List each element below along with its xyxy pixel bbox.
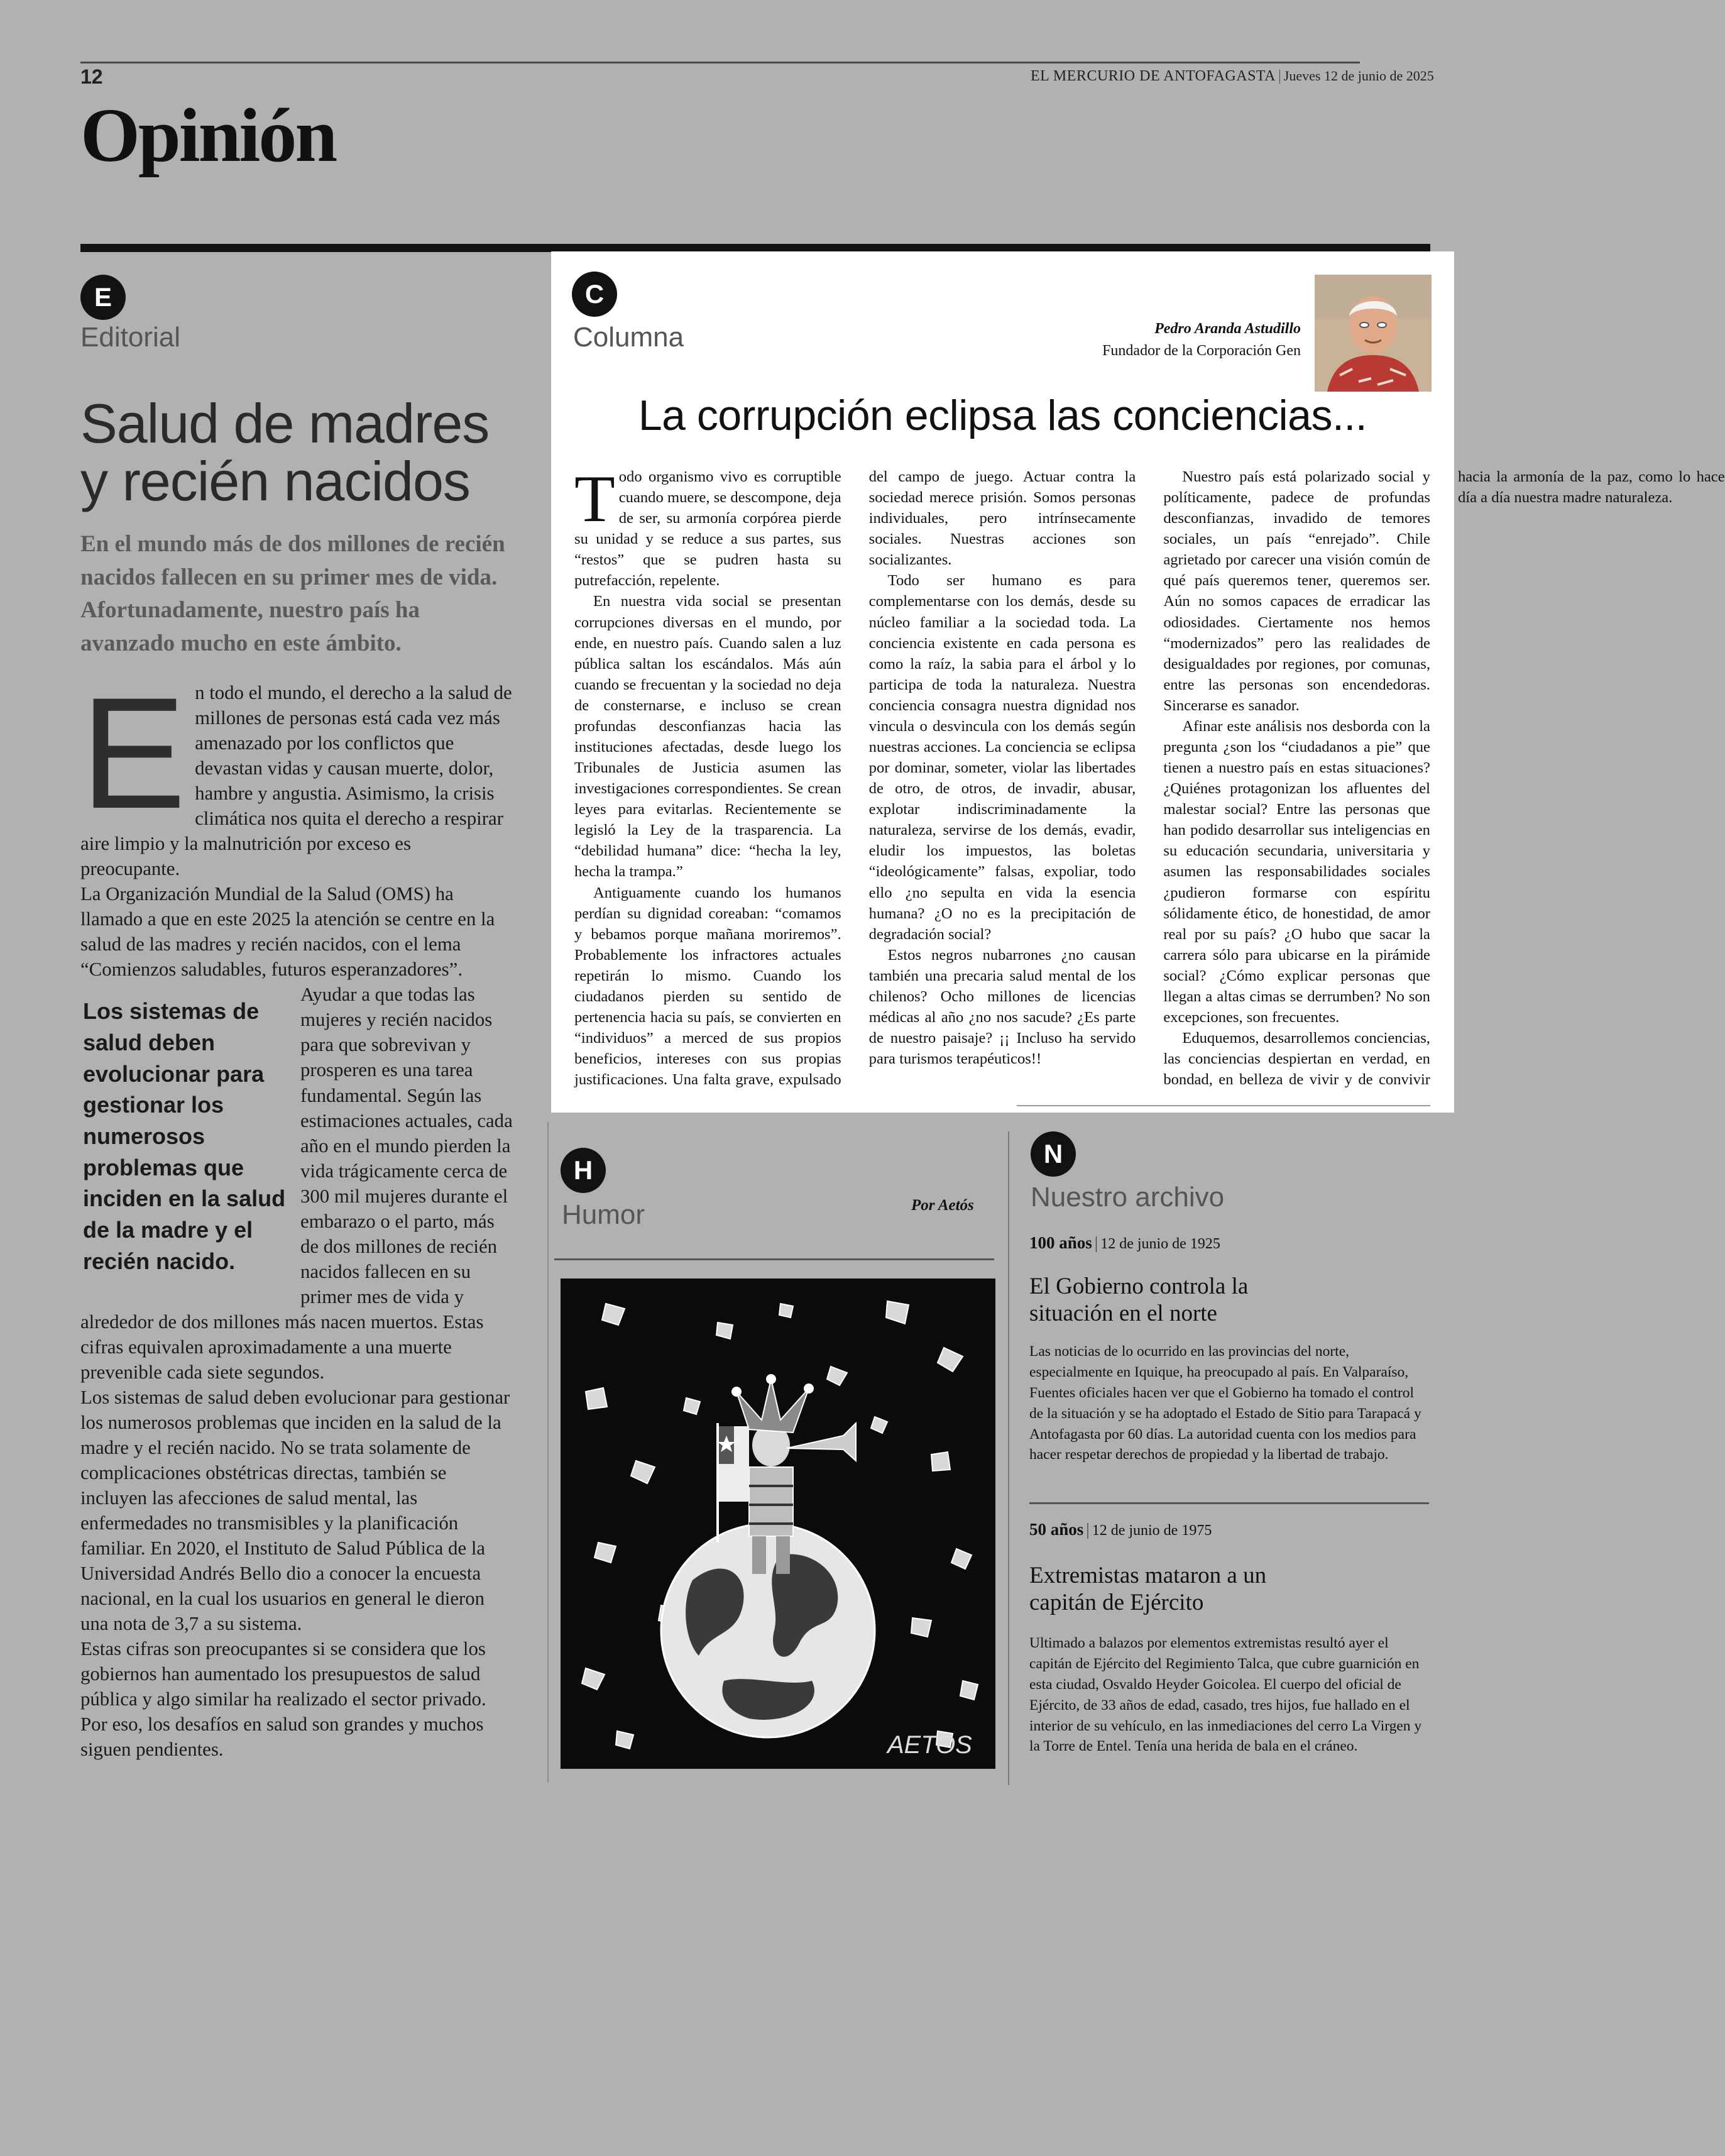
- column-paragraph: En nuestra vida social se presentan corrupciones diversas en el mundo, por ende, en nuestro país. Cuando salen a luz pública saltan los escándalos. Más aún cuando se frecuentan y la sociedad no deja de consternarse, e incluso se crean profundas desconfianzas hacia las instituciones afectadas, desde luego los Tribunales de Justicia asumen las investigaciones correspondientes. Se crean leyes para evitarlas. Recientemente se legisló la Ley de la trasparencia. La “debilidad humana” dice: “hecha la ley, hecha la trampa.”: [574, 593, 841, 881]
- archive-item-text: Ultimado a balazos por elementos extremistas resultó ayer el capitán de Ejército del Regimiento Talca, que cubre guarnición en esta ciudad, Osvaldo Heyder Goicolea. El cuerpo del oficial de Ejército, de 33 años de edad, casado, tres hijos, fue hallado en el interior de su vehículo, en las inmediaciones del cerro La Virgen y la Torre de Entel. Tenía una herida de bala en el cráneo.: [1029, 1635, 1422, 1755]
- column-byline: [905, 318, 1301, 362]
- editorial-paragraph: Estas cifras son preocupantes si se considera que los gobiernos han aumentado los presupuestos de salud pública y algo similar ha realizado el sector privado. Por eso, los desafíos en salud son grandes y muchos siguen pendientes.: [80, 1638, 486, 1761]
- editorial-paragraph: La Organización Mundial de la Salud (OMS) ha llamado a que en este 2025 la atención se centre en la salud de las madres y recién nacidos, con el lema “Comienzos saludables, futuros esperanzadores”.: [80, 883, 495, 981]
- archive-label: Nuestro archivo: [1031, 1182, 1225, 1213]
- archive-item-dateline: 100 años | 12 de junio de 1925: [1029, 1233, 1220, 1252]
- column-end-rule: [1017, 1105, 1430, 1106]
- editorial-paragraph: Los sistemas de salud deben evolucionar para gestionar los numerosos problemas que inciden en la salud de la madre y el recién nacido. No se trata solamente de complicaciones obstétricas directas, también se incluyen las afecciones de salud mental, las enfermedades no transmisibles y la planificación familiar. En 2020, el Instituto de Salud Pública de la Universidad Andrés Bello dio a conocer la encuesta nacional, en la cual los usuarios en general le dieron una nota de 3,7 a su sistema.: [80, 1386, 510, 1635]
- editorial-paragraph: En todo el mundo, el derecho a la salud de millones de personas está cada vez más amenazado por los conflictos que devastan vidas y causan muerte, dolor, hambre y angustia. Asimismo, la crisis climática nos quita el derecho a respirar aire limpio y la malnutrición por exceso es preocupante.: [80, 665, 512, 880]
- editorial-body: [80, 665, 514, 1762]
- column-badge-icon: C: [572, 272, 617, 317]
- archive-item-headline: El Gobierno controla la situación en el norte: [1029, 1273, 1249, 1326]
- jester-on-globe-cartoon: [561, 1279, 995, 1769]
- editorial-label: Editorial: [80, 322, 180, 353]
- column-paragraph: Todo ser humano es para complementarse con los demás, desde su núcleo familiar a la sociedad toda. La conciencia existente en cada persona es como la raíz, la sabia para el árbol y lo participa de toda la naturaleza. Nuestra conciencia consagra nuestra dignidad nos vincula o desvincula con los demás según nuestras acciones. La conciencia se eclipsa por dominar, someter, violar las libertades de otro, de otros, de invadir, abusar, explotar indiscriminadamente la naturaleza, servirse de los demás, evadir, eludir los impuestos, las boletas “ideológicamente” falsas, expoliar, todo ello ¿no sepulta en vida la esencia humana? ¿O no es la precipitación de degradación social?: [868, 572, 1136, 943]
- column-paragraph: Afinar este análisis nos desborda con la pregunta ¿son los “ciudadanos a pie” que tienen a nuestro país en estas situaciones? ¿Quiénes protagonizan los afluentes del malestar social? Entre las personas que han podido desarrollar sus inteligencias en su educación secundaria, universitaria y asumen las responsabilidades sociales ¿pudieron formarse con espíritu sólidamente ético, de honestidad, de amor real por su país? ¿O hubo que sacar la carrera sólo para ubicarse en la pirámide social? ¿Cómo explicar personas que llegan a altas cimas se derrumben? No son excepciones, son frecuentes.: [1163, 717, 1430, 1026]
- archive-rule: [1029, 1502, 1429, 1504]
- editorial-badge-icon: E: [80, 275, 126, 320]
- column-paragraph: Nuestro país está polarizado social y políticamente, padece de profundas desconfianzas, invadido de temores sociales, un país “enrejado”. Chile agrietado por carecer una visión común de qué país queremos tener, queremos ser. Aún no somos capaces de erradicar las odiosidades. Ciertamente nos hemos “modernizados” pero las realidades de desigualdades por regiones, por comunas, entre las personas son encendedoras. Sincerarse es sanador.: [1163, 468, 1430, 714]
- author-photo: [1315, 275, 1432, 392]
- issue-date: Jueves 12 de junio de 2025: [1283, 68, 1434, 84]
- column-headline: La corrupción eclipsa las conciencias...: [638, 392, 1367, 439]
- page-number: 12: [80, 65, 103, 88]
- column-paragraph: Antiguamente cuando los humanos perdían su dignidad coreaban: “comamos y bebamos porque mañana moriremos”. Probablemente los infractores actuales repetirán lo mismo. Cuando los ciudadanos pierden su sentido de pertenencia hacia su país, se convierten en “individuos” a merced de sus propios beneficios, intereses con sus propias justificaciones. Una falta grave, expulsado del campo de juego. Actuar contra la sociedad merece prisión. Somos personas individuales, pero intrínsecamente sociales. Nuestras acciones son socializantes.: [574, 468, 1136, 1089]
- editorial-paragraph: Ayudar a que todas las mujeres y recién nacidos para que sobrevivan y prosperen es una tarea fundamental. Según las estimaciones actuales, cada año en el mundo pierden la vida trágicamente cerca de 300 mil mujeres durante el embarazo o el parto, más de dos millones de recién nacidos fallecen en su primer mes de vida y alrededor de dos millones más nacen muertos. Estas cifras equivalen aproximadamente a una muerte prevenible cada siete segundos.: [80, 984, 513, 1383]
- humor-label: Humor: [562, 1199, 645, 1230]
- column-divider: [1008, 1131, 1009, 1785]
- author-name: Pedro Aranda Astudillo: [1154, 321, 1301, 337]
- author-role: Fundador de la Corporación Gen: [1102, 342, 1301, 359]
- archive-item-text: Las noticias de lo ocurrido en las provincias del norte, especialmente en Iquique, ha preocupado al país. En Valparaíso, Fuentes oficiales hacen ver que el Gobierno ha tomado el control de la situación y se ha adoptado el Estado de Sitio para Tarapacá y Antofagasta por 60 días. La autoridad cuenta con los medios para hacer respetar derechos de propiedad y la libertad de trabajo.: [1029, 1343, 1421, 1463]
- archive-item-dateline: 50 años | 12 de junio de 1975: [1029, 1520, 1212, 1539]
- header-top-rule: [80, 62, 1360, 63]
- column-paragraph: Todo organismo vivo es corruptible cuando muere, se descompone, deja de ser, su armonía corpórea pierde su unidad y se reduce a sus partes, sus “restos” que se pudren hasta su putrefacción, repelente.: [574, 462, 841, 590]
- archive-badge-icon: N: [1031, 1131, 1076, 1177]
- newspaper-info: EL MERCURIO DE ANTOFAGASTA | Jueves 12 de junio de 2025: [1031, 68, 1434, 84]
- humor-badge-icon: H: [561, 1148, 606, 1193]
- column-label: Columna: [573, 322, 684, 353]
- section-title: Opinión: [80, 93, 336, 178]
- newspaper-name: EL MERCURIO DE ANTOFAGASTA: [1031, 68, 1276, 84]
- archive-item-headline: Extremistas mataron a un capitán de Ejército: [1029, 1563, 1267, 1615]
- humor-rule: [554, 1258, 994, 1260]
- column-divider: [547, 1122, 549, 1782]
- cartoon-signature: AETOS: [887, 1731, 972, 1759]
- column-body: [574, 462, 1725, 1108]
- editorial-pull-quote: Los sistemas de salud deben evolucionar para gestionar los numerosos problemas que inciden en la salud de la madre y el recién nacido.: [83, 998, 286, 1274]
- humor-byline: Por Aetós: [911, 1197, 974, 1214]
- column-paragraph: Eduquemos, desarrollemos conciencias, las conciencias despiertan en verdad, en bondad, en belleza de vivir y de convivir hacia la armonía de la paz, como lo hace día a día nuestra madre naturaleza.: [1163, 468, 1725, 1089]
- column-paragraph: Estos negros nubarrones ¿no causan también una precaria salud mental de los chilenos? Ocho millones de licencias médicas al año ¿no nos sacude? ¿Es parte de nuestro paisaje? ¡¡ Incluso ha servido para turismos terapéuticos!!: [868, 946, 1136, 1068]
- column-dropcap: T: [574, 462, 615, 536]
- editorial-headline: Salud de madres y recién nacidos: [80, 392, 490, 513]
- editorial-deck: En el mundo más de dos millones de recién nacidos fallecen en su primer mes de vida. Afortunadamente, nuestro país ha avanzado mucho en este ámbito.: [80, 531, 505, 656]
- editorial-dropcap: E: [80, 665, 187, 842]
